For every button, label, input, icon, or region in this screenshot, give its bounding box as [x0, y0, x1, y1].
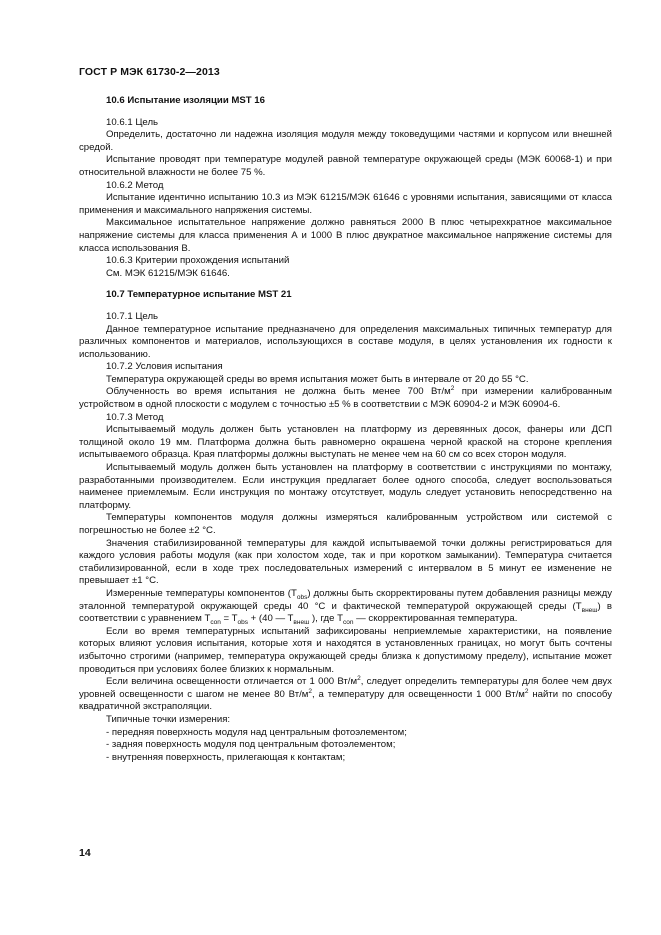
paragraph: Максимальное испытательное напряжение должно равняться 2000 В плюс четырехкратное максимальное напряжение системы для класса применения А и 1000 В плюс двукратное максимальное напряжение системы для класса использования В. [79, 217, 612, 254]
document-body [79, 93, 612, 764]
subsection-title: 10.6.3 Критерии прохождения испытаний [106, 255, 290, 267]
paragraph: Испытываемый модуль должен быть установлен на платформу из деревянных досок, фанеры или ДСП толщиной около 19 мм. Платформа должна быть равномерно окрашена черной краской на стороне крепления испытываемого образца. Края платформы должны выступать не менее чем на 60 см со всех сторон модуля. [79, 424, 612, 461]
list-item: - внутренняя поверхность, прилегающая к контактам; [106, 751, 346, 763]
paragraph: Испытываемый модуль должен быть установлен на платформу в соответствии с инструкциями по монтажу, разработанными производителем. Если инструкция предлагает более одного способа, следует воспользоваться наименее приемлемым. Если инструкция по монтажу отсутствует, модуль следует установить непосредственно на платформу. [79, 462, 612, 511]
list-item: - передняя поверхность модуля над центральным фотоэлементом; [106, 726, 407, 738]
page-number: 14 [79, 847, 91, 859]
paragraph: Испытание идентично испытанию 10.3 из МЭК 61215/МЭК 61646 с уровнями испытания, зависящими от класса применения и максимального напряжения системы. [79, 192, 612, 216]
section-10-6-heading: 10.6 Испытание изоляции MST 16 [106, 95, 265, 106]
paragraph: Определить, достаточно ли надежна изоляция модуля между токоведущими частями и корпусом или внешней средой. [79, 129, 612, 153]
paragraph: Температуры компонентов модуля должны измеряться калиброванным устройством или системой с погрешностью не более ±2 °С. [79, 512, 612, 536]
paragraph: См. МЭК 61215/МЭК 61646. [106, 267, 230, 279]
subsection-title: 10.7.3 Метод [106, 411, 164, 423]
paragraph-correction-equation: Измеренные температуры компонентов $(T_{obs})$ должны быть скорректированы путем добавления разницы между эталонной температурой окружающей среды 40 °С и фактической температурой окружающей среды $(T_{внеш})$ в соответствии с уравнением $T_{con} = T_{obs} + (40$ — $T_{внеш}$ ), где $T_{con}$ — скорректированная температура. [79, 587, 612, 627]
paragraph: Данное температурное испытание предназначено для определения максимальных типичных температур для различных компонентов и материалов, использующихся в составе модуля, в целях установления их годности к использованию. [79, 323, 612, 360]
subsection-title: 10.6.2 Метод [106, 179, 164, 191]
paragraph-irradiance: Облученность во время испытания не должна быть менее 700 $Вт/м^2$ при измерении калиброванным устройством в одной плоскости с модулем с точностью ±5 % в соответствии с МЭК 60904-2 и МЭК 60904-6. [79, 385, 612, 411]
list-item: - задняя поверхность модуля под центральным фотоэлементом; [106, 739, 396, 751]
paragraph: Испытание проводят при температуре модулей равной температуре окружающей среды (МЭК 60068-1) и при относительной влажности не более 75 %. [79, 154, 612, 178]
paragraph: Если во время температурных испытаний зафиксированы неприемлемые характеристики, на появление которых влияют условия испытания, которые хотя и находятся в установленных границах, но могут быть сочтены избыточно строгими (например, температура окружающей среды близка к допустимому пределу), испытание может проводиться при условиях более близких к нормальным. [79, 625, 612, 675]
subsection-title: 10.6.1 Цель [106, 116, 159, 128]
paragraph-illuminance: Если величина освещенности отличается от 1 000 $Вт/м^2$, следует определить температуры для более чем двух уровней освещенности с шагом не менее 80 $Вт/м^2$, а температуру для освещенности 1 000 $Вт/м^2$ найти по способу квадратичной экстраполяции. [79, 674, 612, 713]
paragraph: Типичные точки измерения: [106, 713, 231, 725]
subsection-title: 10.7.2 Условия испытания [106, 361, 223, 373]
paragraph: Температура окружающей среды во время испытания может быть в интервале от 20 до 55 °С. [106, 373, 529, 385]
subsection-title: 10.7.1 Цель [106, 310, 159, 322]
section-10-7-heading: 10.7 Температурное испытание MST 21 [106, 289, 292, 301]
paragraph: Значения стабилизированной температуры для каждой испытываемой точки должны регистрироваться для каждого условия работы модуля (как при холостом ходе, так и при коротком замыкании). Температура считается стабилизированной, если в ходе трех последовательных измерений с интервалом в 5 минут ее изменение не превышает ±1 °С. [79, 537, 612, 587]
running-header: ГОСТ Р МЭК 61730-2—2013 [79, 66, 220, 78]
